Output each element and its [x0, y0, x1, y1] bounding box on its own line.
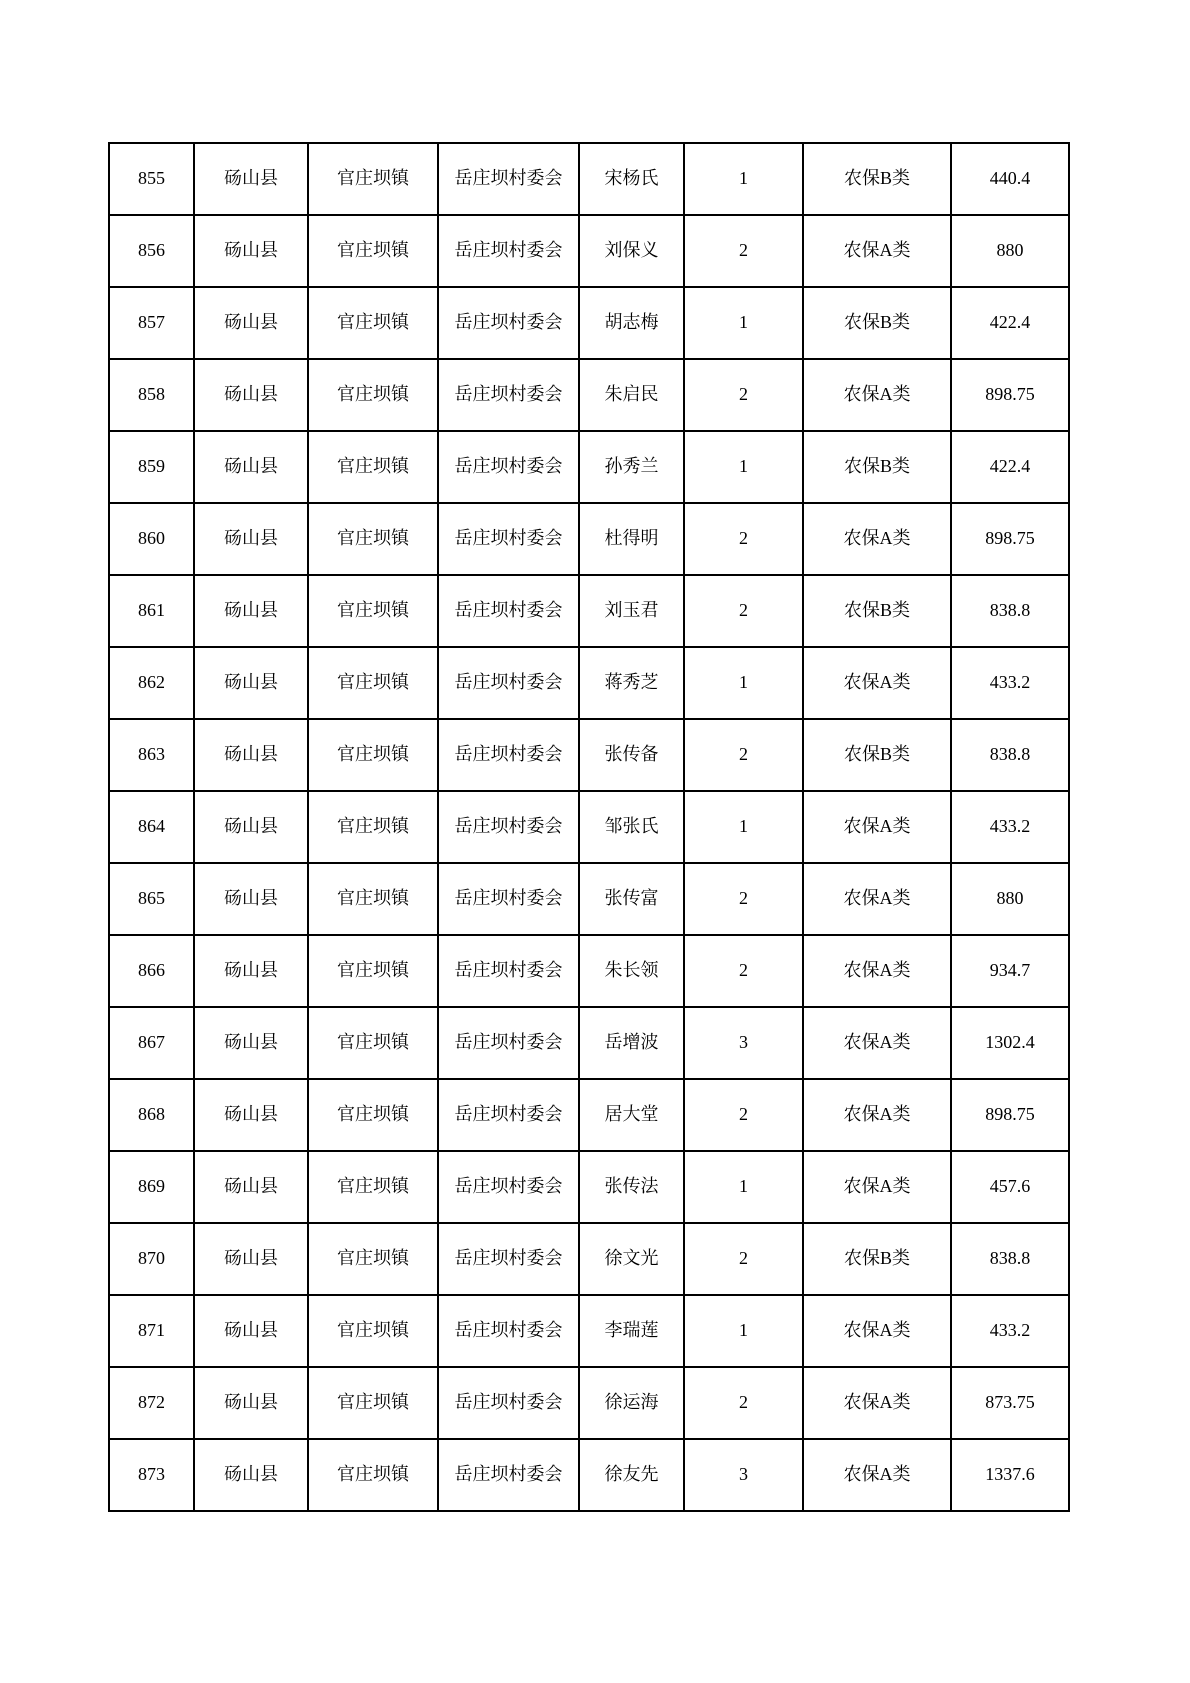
cell-seq: 867 [109, 1007, 194, 1079]
cell-persons: 1 [684, 1295, 803, 1367]
cell-seq: 857 [109, 287, 194, 359]
cell-town: 官庄坝镇 [308, 431, 438, 503]
cell-amount: 433.2 [951, 791, 1069, 863]
cell-persons: 2 [684, 1367, 803, 1439]
cell-town: 官庄坝镇 [308, 647, 438, 719]
cell-persons: 1 [684, 287, 803, 359]
cell-name: 胡志梅 [579, 287, 684, 359]
table-row [109, 503, 1069, 575]
cell-persons: 2 [684, 1223, 803, 1295]
cell-village: 岳庄坝村委会 [438, 143, 579, 215]
cell-village: 岳庄坝村委会 [438, 1007, 579, 1079]
cell-persons: 2 [684, 935, 803, 1007]
cell-county: 砀山县 [194, 935, 308, 1007]
cell-town: 官庄坝镇 [308, 143, 438, 215]
cell-seq: 861 [109, 575, 194, 647]
cell-category: 农保A类 [803, 863, 951, 935]
cell-village: 岳庄坝村委会 [438, 575, 579, 647]
cell-persons: 1 [684, 791, 803, 863]
cell-town: 官庄坝镇 [308, 575, 438, 647]
cell-category: 农保A类 [803, 1079, 951, 1151]
cell-category: 农保B类 [803, 143, 951, 215]
cell-amount: 838.8 [951, 575, 1069, 647]
cell-category: 农保B类 [803, 287, 951, 359]
cell-county: 砀山县 [194, 215, 308, 287]
cell-category: 农保A类 [803, 647, 951, 719]
table-row [109, 1079, 1069, 1151]
cell-seq: 868 [109, 1079, 194, 1151]
cell-persons: 2 [684, 215, 803, 287]
cell-village: 岳庄坝村委会 [438, 1295, 579, 1367]
cell-town: 官庄坝镇 [308, 1367, 438, 1439]
cell-name: 刘保义 [579, 215, 684, 287]
cell-name: 朱长领 [579, 935, 684, 1007]
table-row [109, 791, 1069, 863]
cell-county: 砀山县 [194, 1223, 308, 1295]
cell-village: 岳庄坝村委会 [438, 287, 579, 359]
cell-town: 官庄坝镇 [308, 1439, 438, 1511]
cell-town: 官庄坝镇 [308, 791, 438, 863]
cell-category: 农保A类 [803, 359, 951, 431]
cell-seq: 856 [109, 215, 194, 287]
cell-name: 居大堂 [579, 1079, 684, 1151]
cell-persons: 3 [684, 1439, 803, 1511]
cell-category: 农保B类 [803, 1223, 951, 1295]
cell-county: 砀山县 [194, 503, 308, 575]
cell-village: 岳庄坝村委会 [438, 791, 579, 863]
cell-name: 蒋秀芝 [579, 647, 684, 719]
cell-village: 岳庄坝村委会 [438, 647, 579, 719]
cell-category: 农保B类 [803, 719, 951, 791]
cell-category: 农保A类 [803, 1151, 951, 1223]
cell-county: 砀山县 [194, 287, 308, 359]
cell-category: 农保A类 [803, 1367, 951, 1439]
cell-category: 农保A类 [803, 1295, 951, 1367]
cell-name: 张传法 [579, 1151, 684, 1223]
cell-county: 砀山县 [194, 359, 308, 431]
table-row [109, 1295, 1069, 1367]
table-row [109, 215, 1069, 287]
cell-amount: 422.4 [951, 431, 1069, 503]
table-body [109, 143, 1069, 1511]
cell-persons: 1 [684, 143, 803, 215]
cell-town: 官庄坝镇 [308, 719, 438, 791]
cell-amount: 898.75 [951, 503, 1069, 575]
cell-village: 岳庄坝村委会 [438, 1079, 579, 1151]
cell-town: 官庄坝镇 [308, 287, 438, 359]
cell-seq: 872 [109, 1367, 194, 1439]
cell-amount: 934.7 [951, 935, 1069, 1007]
cell-amount: 880 [951, 215, 1069, 287]
cell-county: 砀山县 [194, 143, 308, 215]
cell-seq: 871 [109, 1295, 194, 1367]
cell-seq: 859 [109, 431, 194, 503]
cell-town: 官庄坝镇 [308, 503, 438, 575]
cell-seq: 873 [109, 1439, 194, 1511]
table-row [109, 287, 1069, 359]
table-row [109, 1151, 1069, 1223]
cell-amount: 898.75 [951, 359, 1069, 431]
table-row [109, 863, 1069, 935]
cell-amount: 1302.4 [951, 1007, 1069, 1079]
cell-county: 砀山县 [194, 1007, 308, 1079]
cell-county: 砀山县 [194, 863, 308, 935]
cell-persons: 1 [684, 431, 803, 503]
cell-village: 岳庄坝村委会 [438, 359, 579, 431]
cell-persons: 2 [684, 863, 803, 935]
cell-village: 岳庄坝村委会 [438, 863, 579, 935]
cell-name: 徐文光 [579, 1223, 684, 1295]
cell-persons: 1 [684, 647, 803, 719]
table-row [109, 647, 1069, 719]
cell-name: 孙秀兰 [579, 431, 684, 503]
cell-amount: 880 [951, 863, 1069, 935]
table-row [109, 359, 1069, 431]
cell-village: 岳庄坝村委会 [438, 719, 579, 791]
cell-town: 官庄坝镇 [308, 359, 438, 431]
cell-county: 砀山县 [194, 1439, 308, 1511]
cell-name: 朱启民 [579, 359, 684, 431]
cell-county: 砀山县 [194, 1367, 308, 1439]
cell-amount: 422.4 [951, 287, 1069, 359]
cell-name: 李瑞莲 [579, 1295, 684, 1367]
table-row [109, 431, 1069, 503]
cell-amount: 457.6 [951, 1151, 1069, 1223]
table-row [109, 719, 1069, 791]
cell-amount: 433.2 [951, 1295, 1069, 1367]
table-row [109, 1223, 1069, 1295]
cell-town: 官庄坝镇 [308, 1079, 438, 1151]
cell-town: 官庄坝镇 [308, 1007, 438, 1079]
cell-persons: 3 [684, 1007, 803, 1079]
cell-village: 岳庄坝村委会 [438, 1223, 579, 1295]
cell-town: 官庄坝镇 [308, 1223, 438, 1295]
cell-amount: 838.8 [951, 1223, 1069, 1295]
cell-persons: 2 [684, 503, 803, 575]
cell-name: 杜得明 [579, 503, 684, 575]
table-row [109, 575, 1069, 647]
pension-table [108, 142, 1070, 1512]
cell-village: 岳庄坝村委会 [438, 215, 579, 287]
cell-name: 邹张氏 [579, 791, 684, 863]
cell-seq: 870 [109, 1223, 194, 1295]
cell-category: 农保B类 [803, 575, 951, 647]
cell-amount: 433.2 [951, 647, 1069, 719]
cell-amount: 440.4 [951, 143, 1069, 215]
cell-seq: 858 [109, 359, 194, 431]
cell-county: 砀山县 [194, 1079, 308, 1151]
cell-county: 砀山县 [194, 1151, 308, 1223]
cell-village: 岳庄坝村委会 [438, 1151, 579, 1223]
cell-village: 岳庄坝村委会 [438, 503, 579, 575]
cell-amount: 838.8 [951, 719, 1069, 791]
cell-category: 农保A类 [803, 215, 951, 287]
cell-town: 官庄坝镇 [308, 935, 438, 1007]
table-row [109, 1439, 1069, 1511]
cell-village: 岳庄坝村委会 [438, 1439, 579, 1511]
cell-amount: 1337.6 [951, 1439, 1069, 1511]
cell-county: 砀山县 [194, 647, 308, 719]
cell-name: 徐运海 [579, 1367, 684, 1439]
cell-county: 砀山县 [194, 431, 308, 503]
cell-persons: 2 [684, 575, 803, 647]
cell-village: 岳庄坝村委会 [438, 431, 579, 503]
cell-name: 张传备 [579, 719, 684, 791]
cell-category: 农保A类 [803, 935, 951, 1007]
cell-seq: 865 [109, 863, 194, 935]
cell-county: 砀山县 [194, 575, 308, 647]
cell-town: 官庄坝镇 [308, 1295, 438, 1367]
cell-town: 官庄坝镇 [308, 863, 438, 935]
cell-category: 农保A类 [803, 503, 951, 575]
cell-amount: 873.75 [951, 1367, 1069, 1439]
table-row [109, 935, 1069, 1007]
cell-town: 官庄坝镇 [308, 215, 438, 287]
cell-amount: 898.75 [951, 1079, 1069, 1151]
cell-village: 岳庄坝村委会 [438, 1367, 579, 1439]
cell-town: 官庄坝镇 [308, 1151, 438, 1223]
table-row [109, 1007, 1069, 1079]
cell-seq: 864 [109, 791, 194, 863]
cell-seq: 860 [109, 503, 194, 575]
cell-persons: 1 [684, 1151, 803, 1223]
cell-county: 砀山县 [194, 1295, 308, 1367]
cell-persons: 2 [684, 719, 803, 791]
cell-name: 徐友先 [579, 1439, 684, 1511]
cell-category: 农保A类 [803, 1439, 951, 1511]
cell-name: 宋杨氏 [579, 143, 684, 215]
cell-seq: 869 [109, 1151, 194, 1223]
cell-seq: 855 [109, 143, 194, 215]
cell-seq: 862 [109, 647, 194, 719]
cell-county: 砀山县 [194, 719, 308, 791]
cell-county: 砀山县 [194, 791, 308, 863]
cell-name: 张传富 [579, 863, 684, 935]
cell-name: 刘玉君 [579, 575, 684, 647]
cell-category: 农保A类 [803, 1007, 951, 1079]
table-row [109, 1367, 1069, 1439]
cell-persons: 2 [684, 359, 803, 431]
cell-persons: 2 [684, 1079, 803, 1151]
table-row [109, 143, 1069, 215]
cell-category: 农保A类 [803, 791, 951, 863]
cell-seq: 863 [109, 719, 194, 791]
cell-category: 农保B类 [803, 431, 951, 503]
cell-name: 岳增波 [579, 1007, 684, 1079]
cell-seq: 866 [109, 935, 194, 1007]
cell-village: 岳庄坝村委会 [438, 935, 579, 1007]
